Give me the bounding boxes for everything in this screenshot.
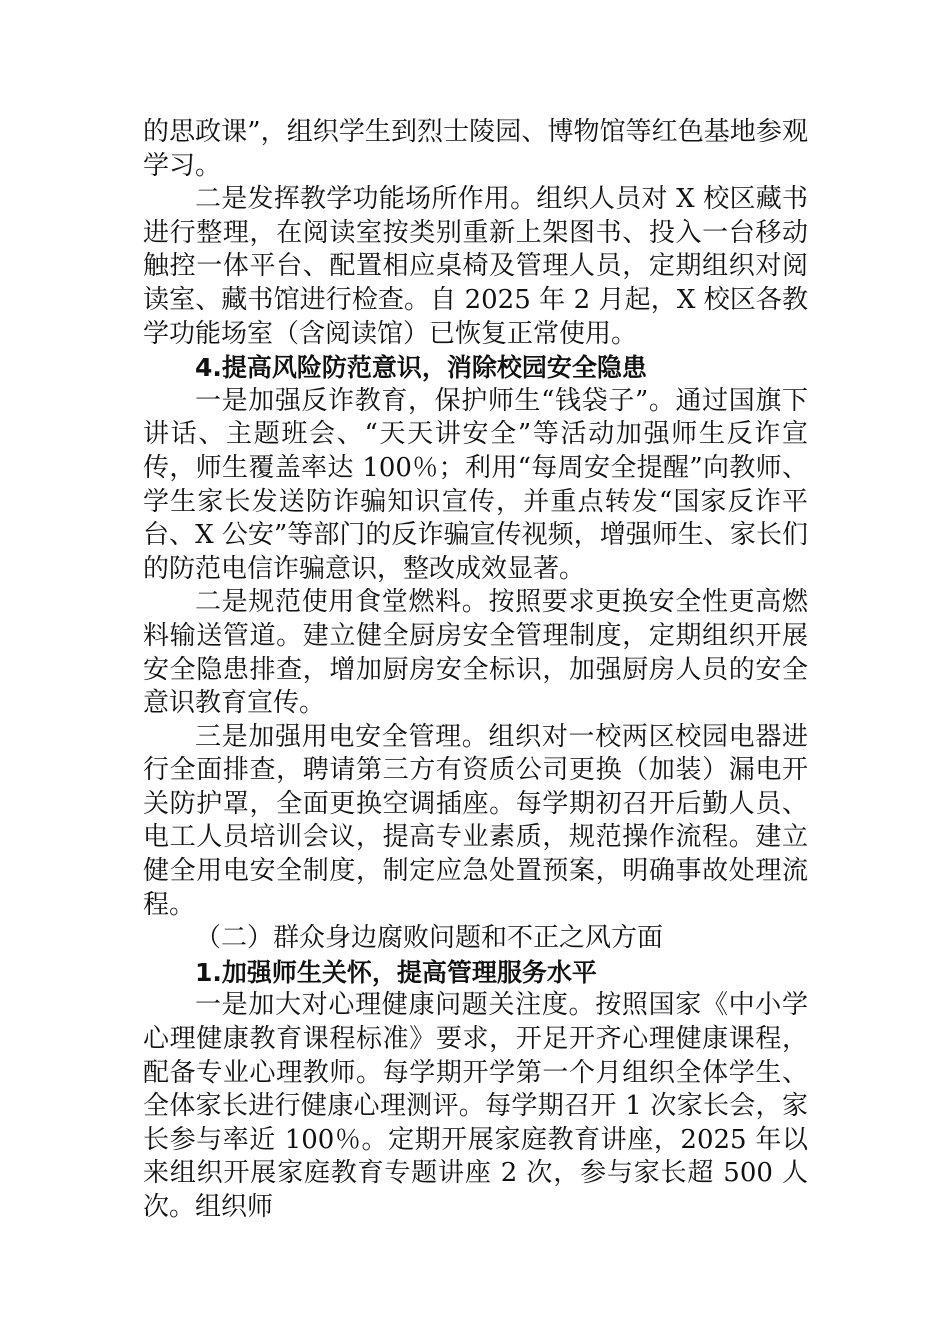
document-page <box>143 116 808 1225</box>
paragraph-teaching-facilities: 二是发挥教学功能场所作用。组织人员对 X 校区藏书进行整理，在阅读室按类别重新上架图书、投入一台移动触控一体平台、配置相应桌椅及管理人员，定期组织对阅读室、藏书馆进行检查。自 2025 年 2 月起，X 校区各教学功能场室（含阅读馆）已恢复正常使用。 <box>143 184 808 349</box>
paragraph-mental-health: 一是加大对心理健康问题关注度。按照国家《中小学心理健康教育课程标准》要求，开足开齐心理健康课程，配备专业心理教师。每学期开学第一个月组织全体学生、全体家长进行健康心理测评。每学期召开 1 次家长会，家长参与率近 100％。定期开展家庭教育讲座，2025 年以来组织开展家庭教育专题讲座 2 次，参与家长超 500 人次。组织师 <box>143 990 808 1222</box>
paragraph-red-education-continued: 的思政课”，组织学生到烈士陵园、博物馆等红色基地参观学习。 <box>143 117 808 181</box>
section-heading-corruption-issues: （二）群众身边腐败问题和不正之风方面 <box>195 923 664 954</box>
heading-risk-prevention: 4.提高风险防范意识，消除校园安全隐患 <box>195 353 647 383</box>
heading-teacher-student-care: 1.加强师生关怀，提高管理服务水平 <box>195 957 597 987</box>
paragraph-electrical-safety: 三是加强用电安全管理。组织对一校两区校园电器进行全面排查，聘请第三方有资质公司更换（加装）漏电开关防护罩，全面更换空调插座。每学期初召开后勤人员、电工人员培训会议，提高专业素质，规范操作流程。建立健全用电安全制度，制定应急处置预案，明确事故处理流程。 <box>143 721 808 920</box>
paragraph-anti-fraud-education: 一是加强反诈教育，保护师生“钱袋子”。通过国旗下讲话、主题班会、“天天讲安全”等活动加强师生反诈宣传，师生覆盖率达 100％；利用“每周安全提醒”向教师、学生家长发送防诈骗知识宣传，并重点转发“国家反诈平台、X 公安”等部门的反诈骗宣传视频，增强师生、家长们的防范电信诈骗意识，整改成效显著。 <box>143 385 808 584</box>
paragraph-canteen-fuel: 二是规范使用食堂燃料。按照要求更换安全性更高燃料输送管道。建立健全厨房安全管理制度，定期组织开展安全隐患排查，增加厨房安全标识，加强厨房人员的安全意识教育宣传。 <box>143 587 808 719</box>
